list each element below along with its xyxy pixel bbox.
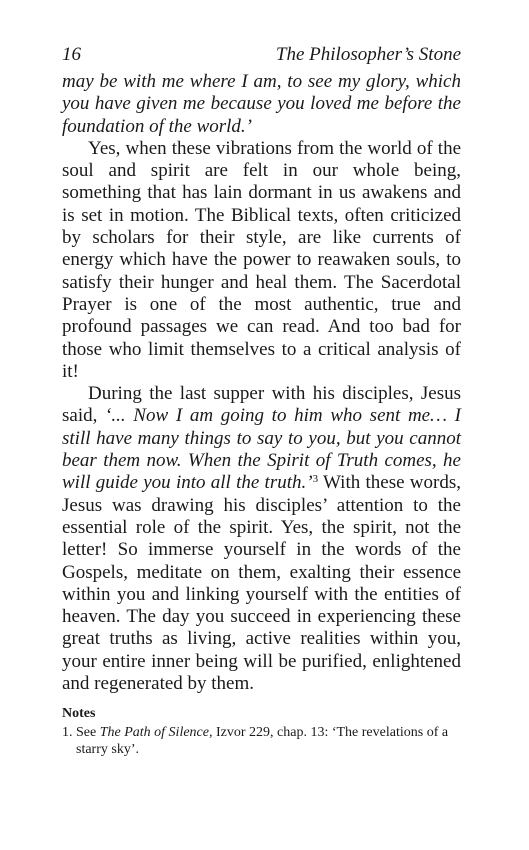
paragraph-lead: During the last supper with his disciples, Jesus said,	[62, 383, 461, 427]
note-book-title: The Path of Silence,	[99, 725, 213, 740]
body-text	[62, 71, 461, 695]
note-item	[62, 724, 461, 758]
footnote-marker: 3	[312, 473, 319, 486]
scripture-quote: ‘... Now I am going to him who sent me… I still have many things to say to you, but you cannot bear them now. When the Spirit of Truth comes, he will guide you into all the truth.’	[62, 405, 462, 494]
paragraph-text: With these words, Jesus was drawing his disciples’ attention to the essential role of the spirit. Yes, the spirit, not the letter! So immerse yourself in the words of the Gospels, meditate on them, exalting their essence within you and linking yourself with the entities of heaven. The day you succeed in experiencing these great truths as living, active realities within you, your entire inner being will be purified, enlightened and regenerated by them.	[62, 472, 461, 695]
note-number: 1.	[62, 725, 73, 740]
notes-title: Notes	[62, 706, 96, 721]
paragraph	[62, 138, 461, 383]
paragraph-quote-continuation	[62, 71, 461, 138]
scripture-quote: may be with me where I am, to see my glory, which you have given me because you loved me before the foundation of the world.’	[62, 71, 461, 137]
note-suffix: Izvor 229, chap. 13: ‘The revelations of a starry sky’.	[76, 725, 449, 757]
page-number: 16	[62, 44, 81, 65]
book-page	[62, 44, 461, 695]
paragraph-text: Yes, when these vibrations from the world of the soul and spirit are felt in our whole being, something that has lain dormant in us awakens and is set in motion. The Biblical texts, often criticized by scholars for their style, are like currents of energy which have the power to reawaken souls, to satisfy their hunger and heal them. The Sacerdotal Prayer is one of the most authentic, true and profound passages we can read. And too bad for those who limit themselves to a critical analysis of it!	[62, 137, 461, 382]
note-prefix: See	[76, 725, 100, 740]
running-header	[62, 44, 461, 66]
running-title: The Philosopher’s Stone	[275, 44, 461, 65]
paragraph	[62, 383, 461, 695]
notes-section	[62, 705, 461, 758]
